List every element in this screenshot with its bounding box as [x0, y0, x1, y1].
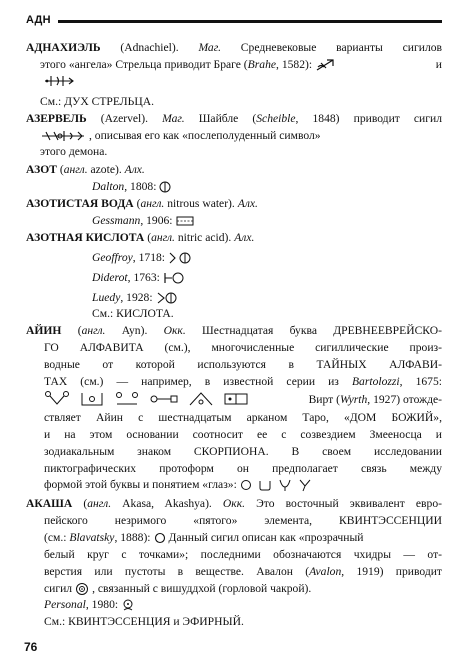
entry-nitric-acid-see-also: См.: КИСЛОТА. — [92, 307, 174, 320]
headword-azervel: АЗЕРВЕЛЬ — [26, 112, 87, 125]
entry-ayin-line-7: и на этом основании соотносит ее с созвездием Змееносца и — [44, 428, 442, 441]
ayin-sigil-3-icon — [114, 390, 140, 408]
entry-nitric-acid-geoffroy: Geoffroy, 1718: — [92, 250, 442, 265]
ayin-sigil-2-icon — [79, 390, 105, 408]
entry-ayin-line-3: водные от которой используются в ТАЙНЫХ АЛФАВИ- — [44, 358, 442, 371]
entry-akasha-line-3: (см.: Blavatsky, 1888): Данный сигил описан как «прозрачный — [44, 531, 364, 544]
entry-nitrous-water-gessmann: Gessmann, 1906: — [92, 213, 442, 228]
headword-nitrous-water: АЗОТИСТАЯ ВОДА — [26, 197, 134, 210]
adnachiel-sigil-icon — [43, 73, 77, 89]
entry-akasha-see-also: См.: КВИНТЭССЕНЦИЯ и ЭФИРНЫЙ. — [44, 615, 244, 628]
entry-akasha-line-4: белый круг с точками»; последними обозначаются чхидры — от- — [44, 548, 442, 561]
ayin-sigil-5-icon — [188, 390, 214, 408]
entry-adnachiel-line-2: этого «ангела» Стрельца приводит Браге (Brahe, 1582): и — [40, 58, 442, 71]
headword-ayin: АЙИН — [26, 324, 62, 337]
diderot-sigil-icon — [163, 271, 187, 285]
entry-azote-dalton: Dalton, 1808: — [92, 179, 442, 194]
entry-ayin-line-4: ТАХ (см.) — например, в известной серии из Bartolozzi, 1675: — [44, 375, 442, 388]
eye-sigil-3-icon — [278, 478, 292, 492]
entry-adnachiel-see-also: См.: ДУХ СТРЕЛЬЦА. — [40, 95, 154, 108]
entry-akasha-line-6: сигил , связанный с вишуддхой (горловой чакрой). — [44, 582, 312, 595]
entry-ayin-line-10: формой этой буквы и понятием «глаз»: — [44, 477, 442, 492]
azote-circle-line-icon — [159, 181, 171, 193]
headword-azote: АЗОТ — [26, 163, 57, 176]
vishuddha-sigil-icon — [75, 582, 89, 596]
entry-akasha-personal: Personal, 1980: — [44, 597, 442, 612]
entry-akasha-line-2: пейского незримого «пятого» элемента, КВИНТЭССЕНЦИИ — [44, 514, 442, 527]
ayin-sigil-1-icon — [44, 390, 70, 408]
headword-adnachiel: АДНАХИЭЛЬ — [26, 41, 101, 54]
ayin-sigil-6-icon — [223, 390, 249, 408]
entry-azervel-line-3: этого демона. — [40, 145, 108, 158]
entry-ayin-line-9: пиктографических протоформ он предполагает связь между — [44, 462, 442, 475]
entry-akasha-line-1: АКАША (англ. Akasa, Akashya). Окк. Это восточный эквивалент евро- — [26, 497, 442, 510]
entry-nitric-acid-luedy: Luedy, 1928: — [92, 290, 442, 305]
entry-azervel-line-1: АЗЕРВЕЛЬ (Azervel). Маг. Шайбле (Scheible, 1848) приводит сигил — [26, 112, 442, 125]
entry-ayin-line-8: зодиакальным знаком СКОРПИОНА. В своем исследовании — [44, 445, 442, 458]
akasha-circle-icon — [154, 532, 166, 544]
entry-ayin-line-1: АЙИН (англ. Ayn). Окк. Шестнадцатая буква ДРЕВНЕЕВРЕЙСКО- — [26, 324, 442, 337]
running-header — [26, 14, 442, 34]
entry-nitric-acid-diderot: Diderot, 1763: — [92, 270, 442, 285]
header-label: АДН — [26, 14, 51, 26]
entry-azervel-line-2: , описывая его как «послеполуденный символ» — [40, 128, 442, 143]
page-number: 76 — [24, 640, 38, 654]
entry-nitrous-water-line-1: АЗОТИСТАЯ ВОДА (англ. nitrous water). Алх. — [26, 197, 258, 210]
entry-akasha-line-5: верстия или пустоты в веществе. Авалон (Avalon, 1919) приводит — [44, 565, 442, 578]
headword-nitric-acid: АЗОТНАЯ КИСЛОТА — [26, 231, 145, 244]
sagittarius-sigil-icon — [315, 58, 337, 72]
luedy-sigil-icon — [156, 291, 178, 305]
entry-azote-line-1: АЗОТ (англ. azote). Алх. — [26, 163, 145, 176]
entry-adnachiel-line-1: АДНАХИЭЛЬ (Adnachiel). Маг. Средневековые варианты сигилов — [26, 41, 442, 54]
entry-adnachiel-sigil-row — [40, 73, 442, 89]
azervel-sigil-icon — [40, 129, 86, 143]
eye-sigil-2-icon — [258, 479, 272, 491]
eye-sigil-1-icon — [240, 479, 252, 491]
entry-ayin-line-5: Вирт (Wyrth, 1927) отожде- — [44, 390, 442, 410]
nitrous-water-box-icon — [176, 216, 194, 226]
entry-ayin-line-6: ствляет Айин с шестнадцатым арканом Таро, «ДОМ БОЖИЙ», — [44, 411, 442, 424]
headword-akasha: АКАША — [26, 497, 73, 510]
personal-sigil-icon — [121, 598, 135, 612]
ayin-sigil-4-icon — [149, 390, 179, 408]
entry-ayin-line-2: ГО АЛФАВИТА (см.), многочисленные сигиллические произ- — [44, 341, 442, 354]
entry-nitric-acid-line-1: АЗОТНАЯ КИСЛОТА (англ. nitric acid). Алх. — [26, 231, 255, 244]
geoffroy-sigil-icon — [168, 251, 192, 265]
eye-sigil-4-icon — [298, 478, 312, 492]
header-rule — [58, 20, 442, 23]
